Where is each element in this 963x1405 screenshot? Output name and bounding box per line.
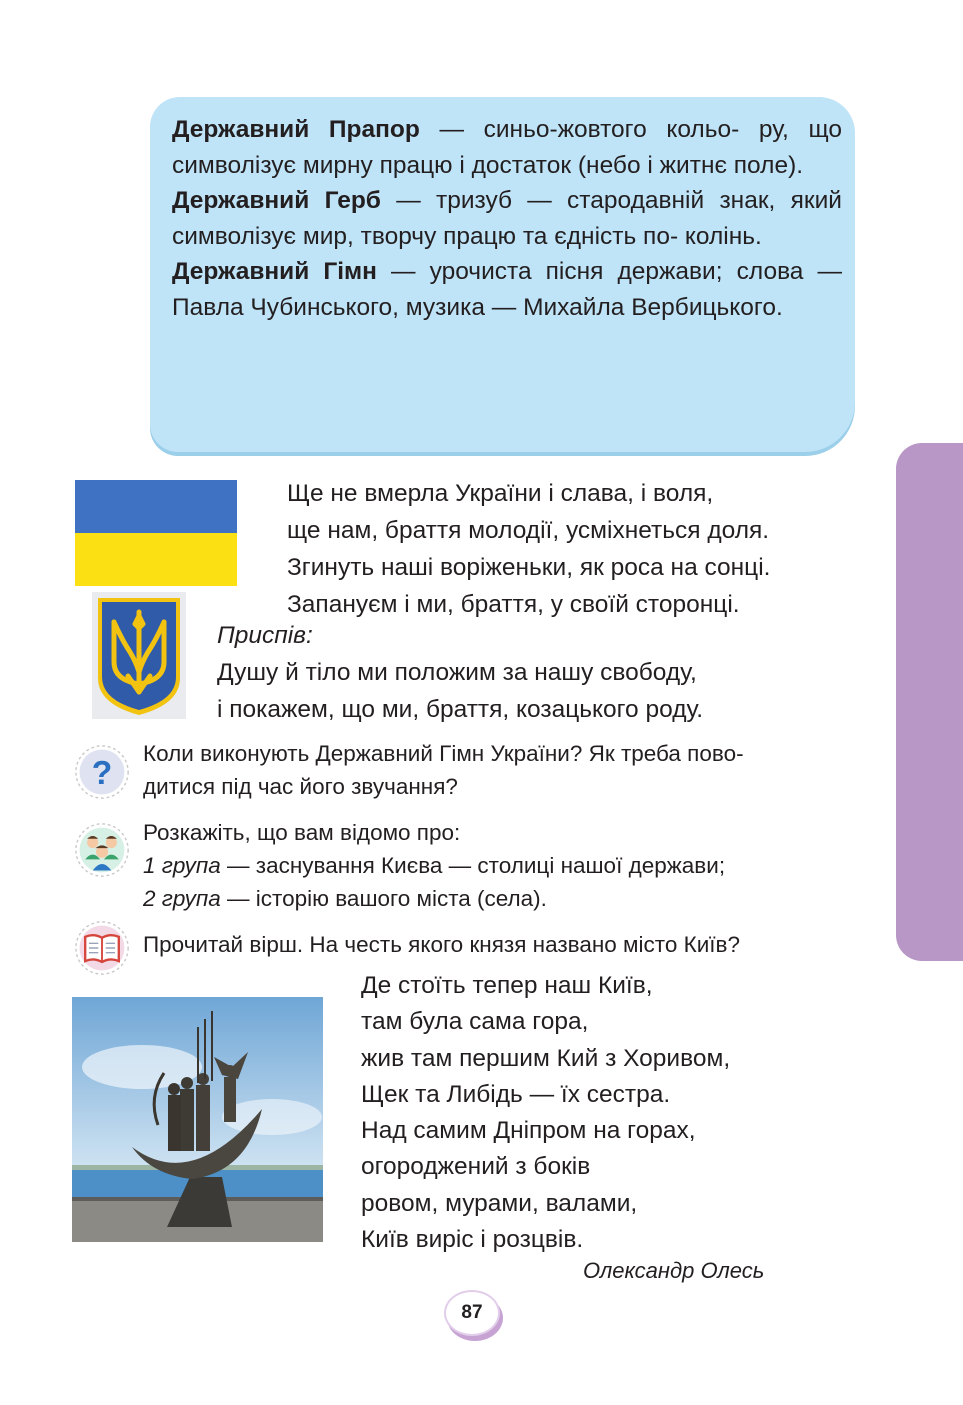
kyiv-poem: [361, 968, 730, 1258]
flag-yellow-stripe: [75, 533, 237, 586]
chorus-title: Приспів:: [217, 622, 313, 649]
kyiv-founders-monument-photo: [72, 997, 323, 1242]
poem-line: огороджений з боків: [361, 1153, 591, 1181]
group-text: — заснування Києва — столиці нашої держави;: [220, 853, 726, 878]
task-line: Розкажіть, що вам відомо про:: [143, 820, 461, 845]
anthem-chorus: [217, 617, 703, 728]
poem-line: Де стоїть тепер наш Київ,: [361, 972, 653, 999]
svg-text:?: ?: [91, 755, 113, 793]
question-icon: [74, 744, 130, 800]
anthem-verse: [287, 475, 770, 623]
poem-line: там була сама гора,: [361, 1008, 589, 1036]
coat-def-line: який символізує мир, творчу працю та єдність по-: [172, 187, 842, 250]
coat-def-line: — тризуб — стародавній знак,: [380, 187, 776, 214]
verse-line: Запануєм і ми, браття, у своїй сторонці.: [287, 591, 740, 618]
group-item: [143, 882, 725, 915]
verse-line: Ще не вмерла України і слава, і воля,: [287, 480, 714, 507]
task-line: Коли виконують Державний Гімн України? Як треба пово-: [143, 741, 744, 766]
group-task: [143, 816, 725, 915]
poem-line: Щек та Либідь — їх сестра.: [361, 1080, 671, 1108]
read-task: [143, 928, 740, 961]
flag-definition: [172, 112, 842, 183]
poem-author: Олександр Олесь: [583, 1258, 765, 1283]
group-text: — історію вашого міста (села).: [220, 886, 547, 911]
chapter-side-tab: [896, 443, 963, 961]
verse-line: Згинуть наші воріженьки, як роса на сонці.: [287, 554, 771, 581]
chorus-line: Душу й тіло ми положим за нашу свободу,: [217, 659, 697, 686]
trident-coat-of-arms-image: [92, 592, 186, 719]
page-number: 87: [444, 1290, 500, 1336]
anthem-def-line: Вербицького.: [631, 293, 783, 321]
anthem-def-line: — урочиста пісня держави;: [376, 258, 723, 285]
poem-line: Над самим Дніпром на горах,: [361, 1117, 696, 1145]
task-line: Прочитай вірш. На честь якого князя названо місто Київ?: [143, 932, 740, 957]
anthem-def-line: слова — Павла Чубинського, музика — Михайла: [172, 258, 843, 321]
flag-def-line: ру, що символізує мирну працю і достаток (небо: [172, 116, 842, 179]
chorus-line: і покажем, що ми, браття, козацького роду.: [217, 696, 704, 723]
ukraine-flag-image: [75, 480, 237, 586]
group-label: 1 група: [143, 853, 221, 878]
flag-def-line: — синьо-жовтого кольо-: [419, 116, 740, 143]
verse-line: ще нам, браття молодії, усміхнеться доля.: [287, 517, 770, 544]
coat-term: Державний Герб: [172, 187, 381, 214]
flag-blue-stripe: [75, 480, 237, 533]
definition-text: [172, 112, 842, 325]
group-item: [143, 849, 725, 882]
flag-term: Державний Прапор: [172, 116, 420, 143]
task-line: дитися під час його звучання?: [143, 774, 458, 799]
book-icon: [74, 920, 130, 976]
group-label: 2 група: [143, 886, 221, 911]
group-work-icon: [74, 822, 130, 878]
poem-line: жив там першим Кий з Хоривом,: [361, 1044, 731, 1072]
question-task: [143, 737, 744, 803]
anthem-term: Державний Гімн: [172, 258, 377, 285]
coat-definition: [172, 183, 842, 254]
anthem-definition: [172, 254, 842, 325]
flag-def-line: і житнє поле).: [647, 151, 804, 179]
poem-line: Київ виріс і розцвів.: [361, 1226, 584, 1254]
poem-line: ровом, мурами, валами,: [361, 1189, 638, 1217]
coat-def-line: колінь.: [684, 222, 762, 250]
